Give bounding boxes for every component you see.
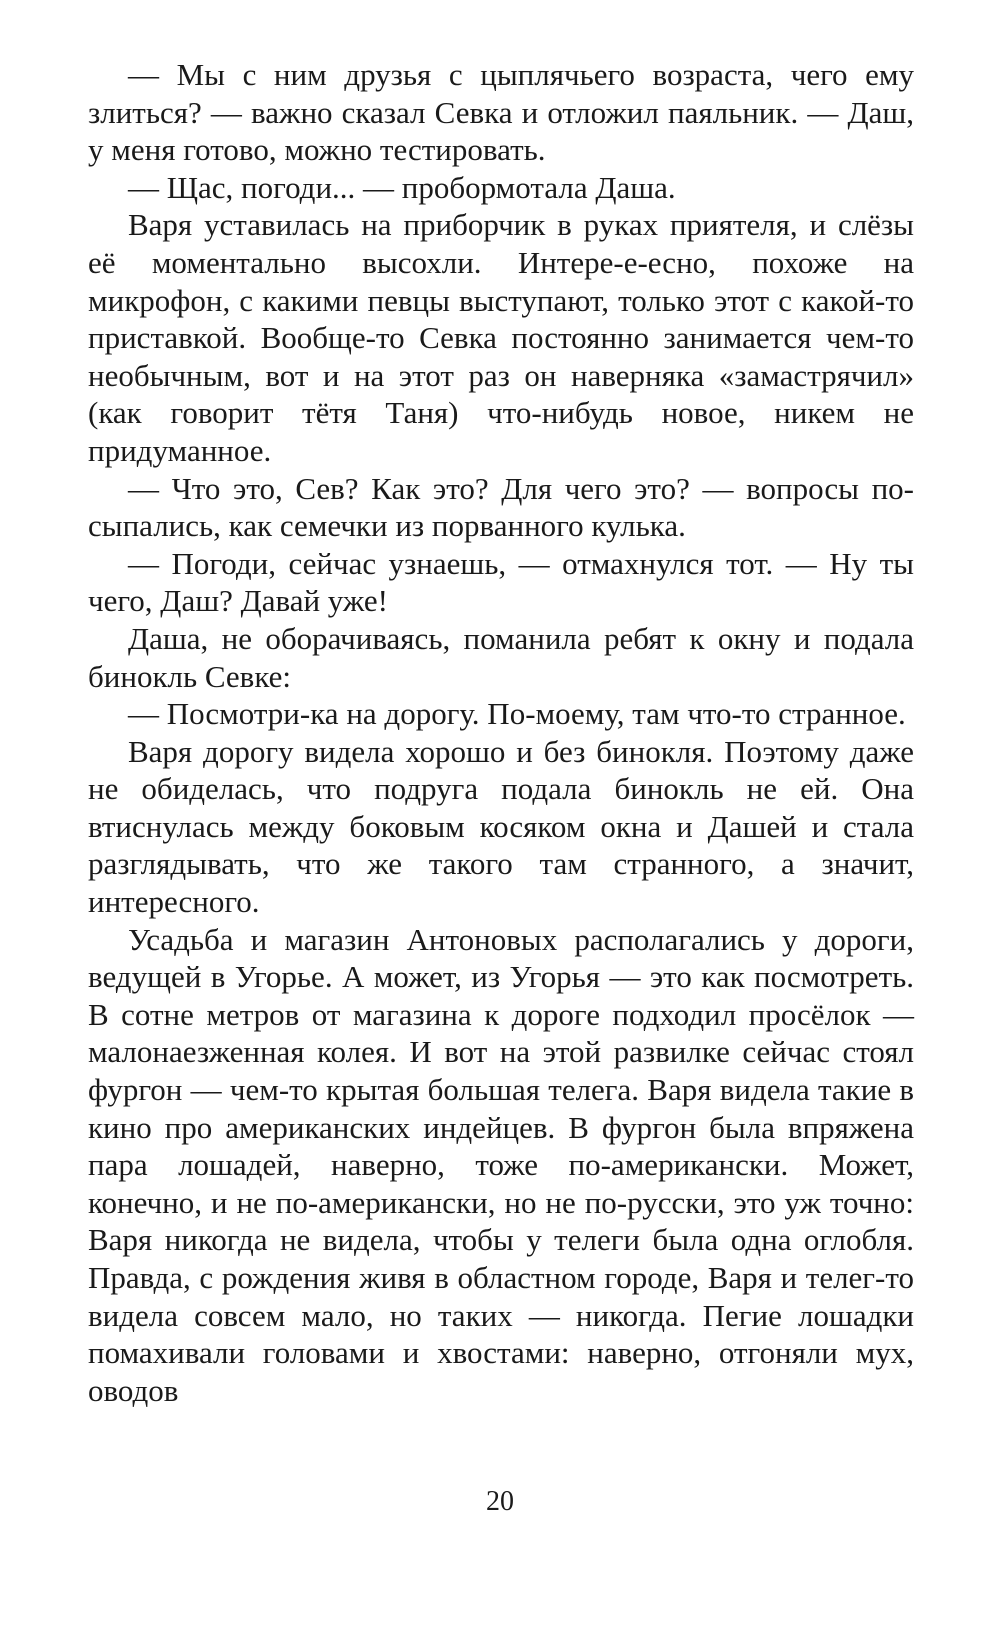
page-number: 20 bbox=[486, 1486, 514, 1517]
page-text bbox=[88, 56, 914, 1409]
paragraph: — Щас, погоди... — пробормотала Даша. bbox=[128, 169, 676, 205]
paragraph: Усадьба и магазин Антоновых располагались у дороги, ведущей в Угорье. А может, из Угорья — это как посмотреть. В сотне метров от магазина к дороге подходил просёлок — малонаезженная колея. И вот на этой развилке сейчас стоял фургон — чем-то крытая большая телега. Варя видела такие в кино про американских индейцев. В фургон была впряжена пара лошадей, наверно, тоже по-американски. Может, конечно, и не по-американски, но не по-русски, это уж точно: Варя никогда не видела, чтобы у телеги была одна оглобля. Правда, с рождения живя в областном городе, Варя и телег-то видела совсем мало, но таких — никогда. Пегие лошадки помахивали головами и хвостами: наверно, отгоняли мух, оводов bbox=[88, 921, 914, 1408]
paragraph: Варя дорогу видела хорошо и без бинокля. Поэтому даже не обиделась, что подруга подала бинокль не ей. Она втиснулась между боковым косяком окна и Дашей и стала разглядывать, что же такого там странного, а значит, интересного. bbox=[88, 733, 914, 920]
paragraph: Варя уставилась на приборчик в руках приятеля, и слёзы её моментально высохли. Интере-е-есно, похоже на микрофон, с какими певцы выступают, только этот с какой-то приставкой. Вообще-то Севка постоянно занимается чем-то необычным, вот и на этот раз он наверняка «замастрячил» (как говорит тётя Таня) что-нибудь новое, никем не придуманное. bbox=[88, 207, 914, 468]
paragraph: — Что это, Сев? Как это? Для чего это? — вопросы посыпались, как семечки из порванного кулька. bbox=[88, 470, 914, 544]
paragraph: — Посмотри-ка на дорогу. По-моему, там что-то странное. bbox=[128, 696, 906, 732]
paragraph: Даша, не оборачиваясь, поманила ребят к окну и подала бинокль Севке: bbox=[88, 620, 914, 694]
paragraph: — Мы с ним друзья с цыплячьего возраста, чего ему злиться? — важно сказал Севка и отложил паяльник. — Даш, у меня готово, можно тестировать. bbox=[88, 57, 914, 168]
paragraph: — Погоди, сейчас узнаешь, — отмахнулся тот. — Ну ты чего, Даш? Давай уже! bbox=[88, 545, 914, 619]
